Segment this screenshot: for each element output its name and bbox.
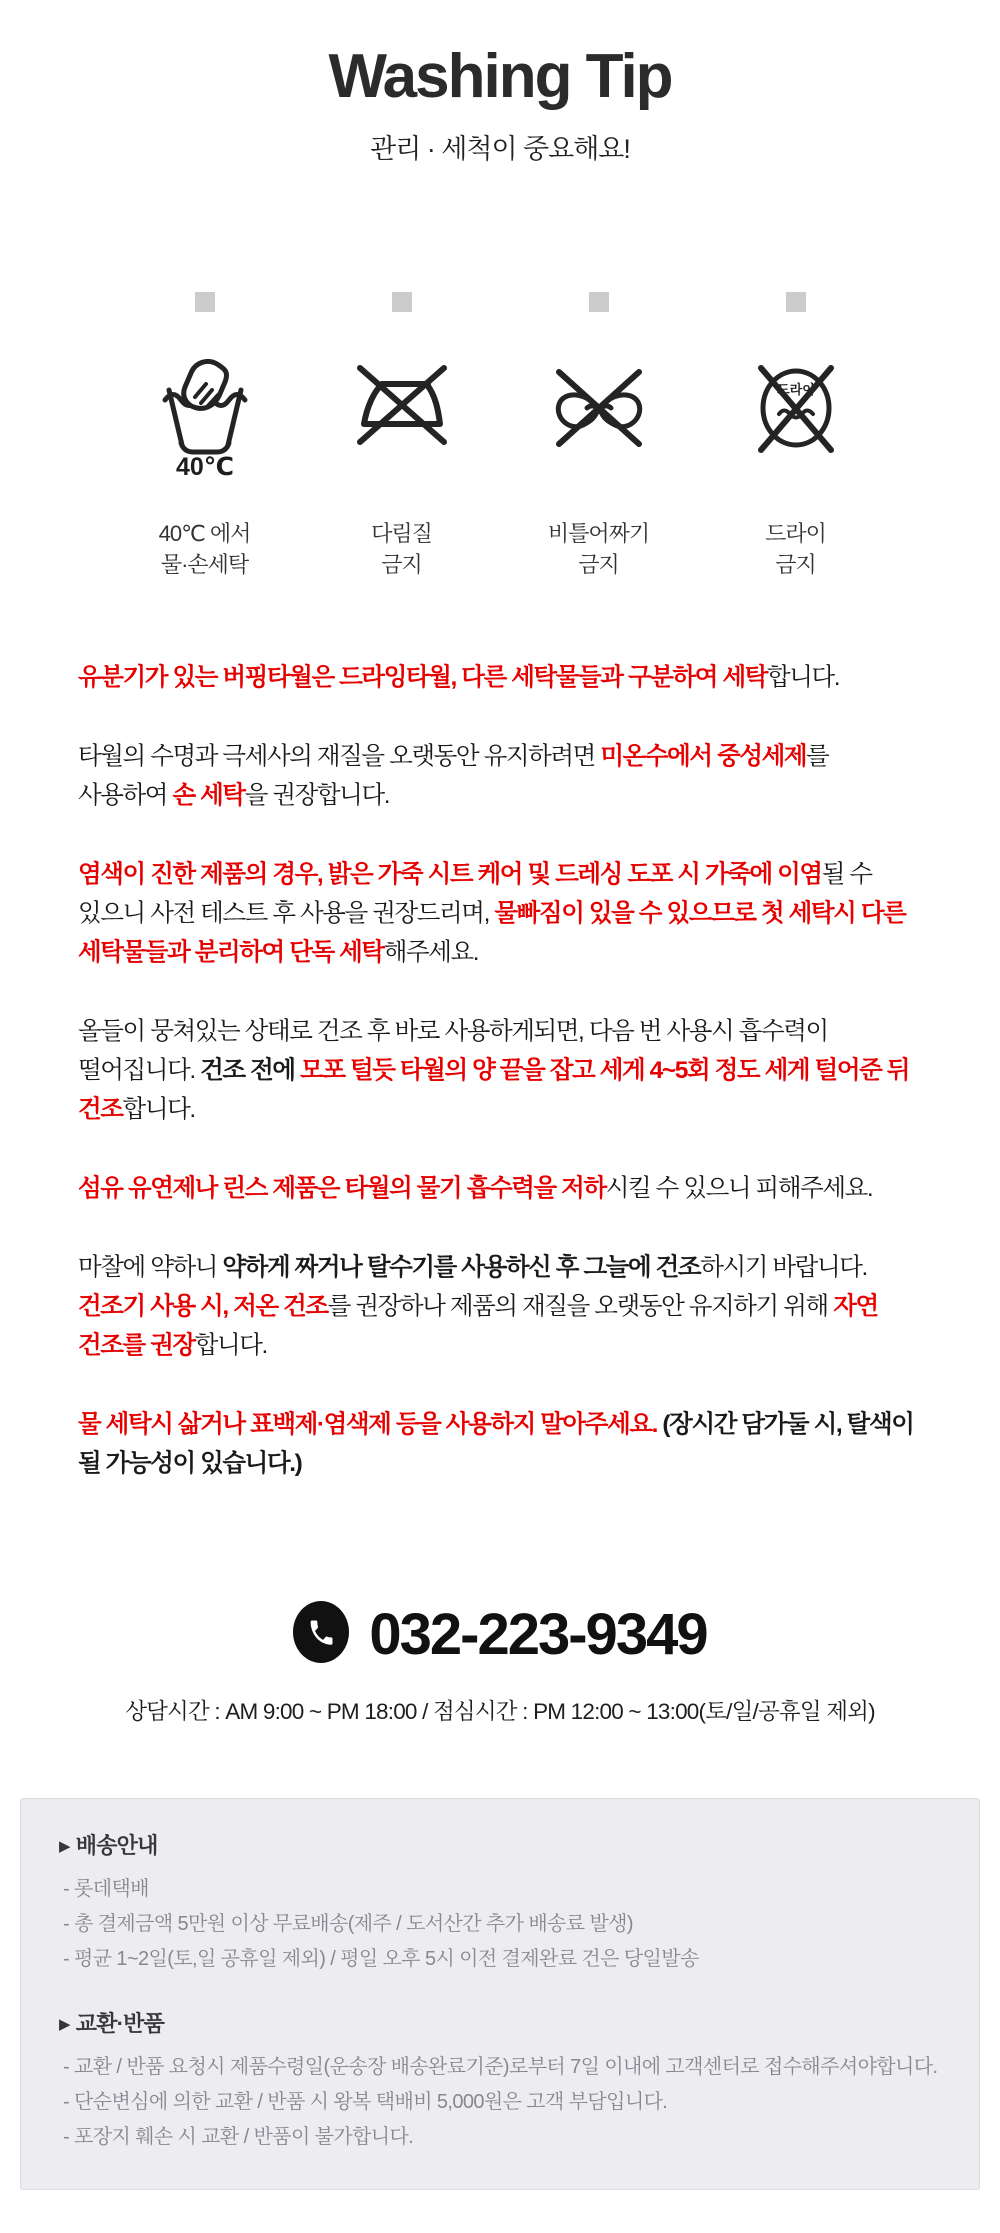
- text-segment: 물빠짐이 있을 수 있으므로 첫 세탁시 다른 세탁물들과 분리하여 단독 세탁: [78, 900, 906, 967]
- hand-wash-40-icon: [106, 348, 303, 478]
- text-segment: 합니다.: [767, 664, 840, 692]
- info-section-title-text: 배송안내: [75, 1833, 158, 1859]
- care-label-line: 드라이: [765, 521, 826, 547]
- no-dry-clean-icon: [697, 348, 894, 478]
- text-segment: 을 권장합니다.: [244, 782, 390, 810]
- care-label-line: 금지: [775, 552, 816, 578]
- triangle-marker-icon: ▶: [59, 1838, 70, 1856]
- text-segment: 될 수 있으니 사전 테스트 후 사용을 권장드리며,: [78, 861, 872, 928]
- care-label-line: 금지: [381, 552, 422, 578]
- gray-square-decoration: [392, 292, 412, 312]
- contact-section: [0, 1601, 1000, 1726]
- text-segment: 합니다.: [194, 1332, 267, 1360]
- text-segment: 미온수에서 중성세제: [600, 743, 807, 771]
- info-box: [20, 1798, 980, 2190]
- triangle-marker-icon: ▶: [59, 2016, 70, 2034]
- text-segment: 물 세탁시 삶거나 표백제·염색제 등을 사용하지 말아주세요.: [78, 1411, 663, 1439]
- text-segment: (장시간 담가둘 시, 탈색이 될 가능성이 있습니다.): [78, 1411, 914, 1478]
- info-item: - 단순변심에 의한 교환 / 반품 시 왕복 택배비 5,000원은 고객 부담입니다.: [63, 2091, 668, 2114]
- info-item: - 평균 1~2일(토,일 공휴일 제외) / 평일 오후 5시 이전 결제완료 건은 당일발송: [63, 1948, 699, 1971]
- info-item: - 총 결제금액 5만원 이상 무료배송(제주 / 도서산간 추가 배송료 발생): [63, 1913, 633, 1936]
- care-icon-label: [106, 518, 303, 580]
- care-icon-col-no-wring: [500, 292, 697, 580]
- care-paragraph: [78, 658, 922, 697]
- page-subtitle: 관리 · 세척이 중요해요!: [370, 134, 630, 165]
- text-segment: 건조 전에: [200, 1057, 301, 1085]
- gray-square-decoration: [195, 292, 215, 312]
- care-icon-col-no-dry-clean: [697, 292, 894, 580]
- svg-text:40℃: 40℃: [175, 453, 234, 479]
- text-segment: 섬유 유연제나 린스 제품은 타월의 물기 흡수력을 저하: [78, 1175, 606, 1203]
- business-hours: 상담시간 : AM 9:00 ~ PM 18:00 / 점심시간 : PM 12:00 ~ 13:00(토/일/공휴일 제외): [125, 1699, 875, 1725]
- text-segment: 올들이 뭉쳐있는 상태로 건조 후 바로 사용하게되면, 다음 번 사용시 흡수력이 떨어집니다.: [78, 1018, 828, 1085]
- text-segment: 자연 건조를 권장: [78, 1293, 878, 1360]
- info-item: - 포장지 훼손 시 교환 / 반품이 불가합니다.: [63, 2126, 414, 2149]
- care-icon-col-handwash: [106, 292, 303, 580]
- text-segment: 유분기가 있는 버핑타월은 드라잉타월, 다른 세탁물들과 구분하여 세탁: [78, 664, 767, 692]
- text-segment: 건조기 사용 시, 저온 건조: [78, 1293, 328, 1321]
- text-segment: 를 권장하나 제품의 재질을 오랫동안 유지하기 위해: [327, 1293, 834, 1321]
- care-label-line: 물·손세탁: [160, 552, 249, 578]
- care-paragraph: [78, 1405, 922, 1483]
- text-segment: 모포 털듯 타월의 양 끝을 잡고 세게 4~5회 정도 세게 털어준 뒤 건조: [78, 1057, 910, 1124]
- care-label-line: 금지: [578, 552, 619, 578]
- info-section-title: [59, 1829, 941, 1860]
- text-segment: 를 사용하여: [78, 743, 829, 810]
- info-section-title: [59, 2007, 941, 2038]
- page-header: [0, 0, 1000, 166]
- care-label-line: 비틀어짜기: [547, 521, 650, 547]
- phone-number: 032-223-9349: [369, 1602, 707, 1668]
- page-title: Washing Tip: [328, 42, 672, 111]
- no-wring-icon: [500, 348, 697, 478]
- text-segment: 마찰에 약하니: [78, 1254, 223, 1282]
- text-segment: 약하게 짜거나 탈수기를 사용하신 후 그늘에 건조: [222, 1254, 701, 1282]
- care-icons-row: [0, 292, 1000, 580]
- text-segment: 하시기 바랍니다.: [700, 1254, 867, 1282]
- care-icon-label: [697, 518, 894, 580]
- phone-icon: [293, 1601, 349, 1668]
- gray-square-decoration: [786, 292, 806, 312]
- care-paragraph: [78, 855, 922, 972]
- info-section: [59, 2007, 941, 2155]
- text-segment: 타월의 수명과 극세사의 재질을 오랫동안 유지하려면: [78, 743, 601, 771]
- info-section: [59, 1829, 941, 1977]
- text-segment: 해주세요.: [383, 939, 479, 967]
- care-label-line: 다림질: [371, 521, 432, 547]
- text-segment: 손 세탁: [172, 782, 245, 810]
- gray-square-decoration: [589, 292, 609, 312]
- care-paragraph: [78, 737, 922, 815]
- text-segment: 염색이 진한 제품의 경우, 밝은 가죽 시트 케어 및 드레싱 도포 시 가죽에 이염: [78, 861, 822, 889]
- care-paragraph: [78, 1012, 922, 1129]
- info-item: - 롯데택배: [63, 1878, 149, 1901]
- care-icon-col-no-iron: [303, 292, 500, 580]
- care-paragraphs: [0, 658, 1000, 1483]
- svg-text:드라이: 드라이: [776, 382, 815, 398]
- info-item: - 교환 / 반품 요청시 제품수령일(운송장 배송완료기준)로부터 7일 이내에 고객센터로 접수해주셔야합니다.: [63, 2056, 938, 2079]
- care-icon-label: [303, 518, 500, 580]
- care-label-line: 40℃ 에서: [158, 521, 251, 547]
- text-segment: 시킬 수 있으니 피해주세요.: [605, 1175, 873, 1203]
- care-paragraph: [78, 1248, 922, 1365]
- care-paragraph: [78, 1169, 922, 1208]
- text-segment: 합니다.: [122, 1096, 195, 1124]
- info-section-title-text: 교환·반품: [75, 2011, 165, 2037]
- no-iron-icon: [303, 348, 500, 478]
- care-icon-label: [500, 518, 697, 580]
- phone-row: [0, 1601, 1000, 1668]
